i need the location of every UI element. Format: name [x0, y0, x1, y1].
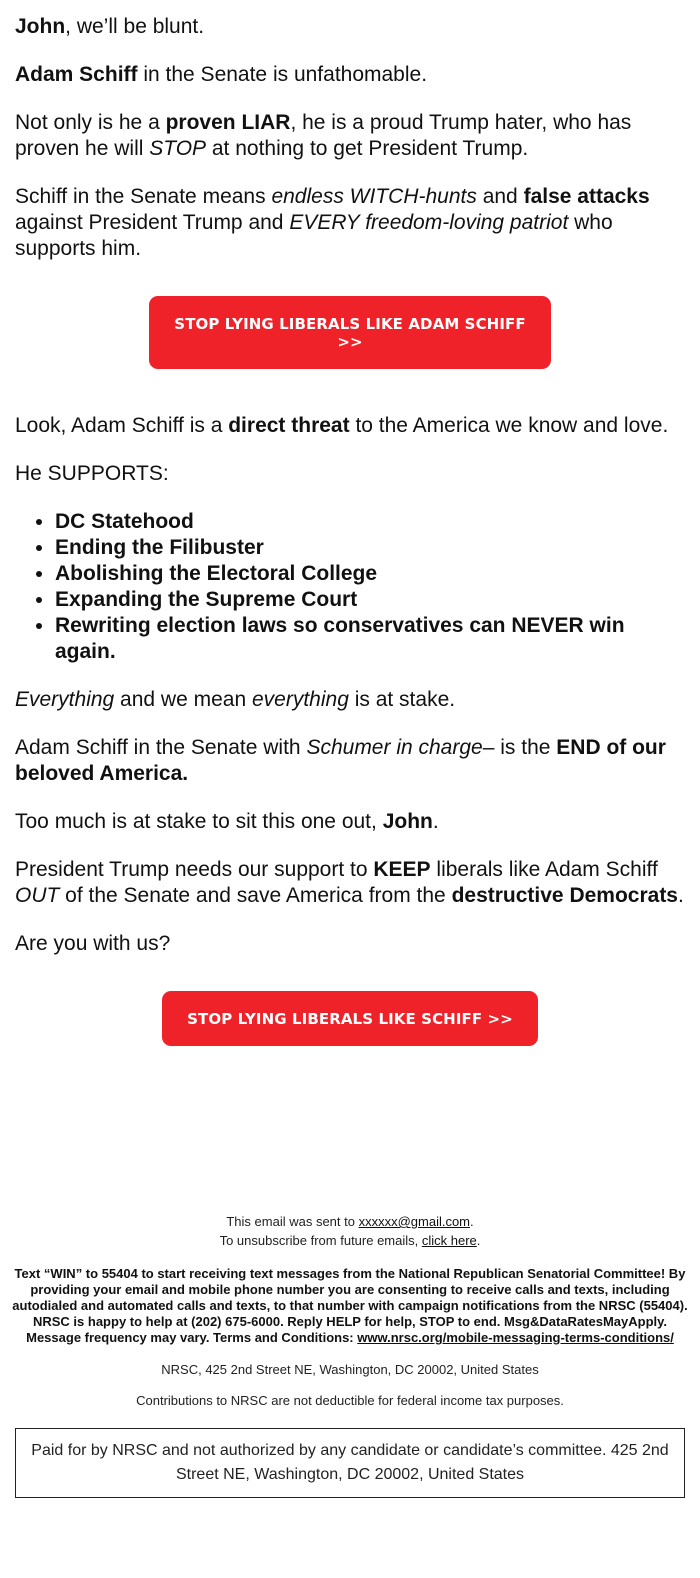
- sent-to-line: This email was sent to xxxxxx@gmail.com.: [226, 1214, 474, 1229]
- schumer-paragraph: Adam Schiff in the Senate with Schumer in charge– is the END of our beloved America.: [15, 736, 666, 785]
- sms-terms: Text “WIN” to 55404 to start receiving text messages from the National Republican Senatorial Committee! By providing your email and mobile phone number you are consenting to receive calls and texts, including autodialed and automated calls and texts, to that number with campaign notifications from the NRSC (55404). NRSC is happy to help at (202) 675-6000. Reply HELP for help, STOP to end. Msg&DataRatesMayApply. Message frequency may vary. Terms and Conditions: www.nrsc.org/mobile-messaging-terms-conditions/: [12, 1266, 688, 1345]
- question-paragraph: Are you with us?: [15, 932, 171, 955]
- stop-liberals-button[interactable]: STOP LYING LIBERALS LIKE ADAM SCHIFF >>: [149, 296, 551, 369]
- liar-paragraph: Not only is he a proven LIAR, he is a proud Trump hater, who has proven he will STOP at nothing to get President Trump.: [15, 111, 632, 160]
- supports-heading: He SUPPORTS:: [15, 462, 169, 485]
- recipient-email-link[interactable]: xxxxxx@gmail.com: [358, 1214, 471, 1229]
- list-item: • Abolishing the Electoral College: [55, 561, 685, 587]
- recipient-name: John: [15, 15, 66, 38]
- cta-row-2: [15, 991, 685, 1046]
- paid-for-disclaimer: Paid for by NRSC and not authorized by any candidate or candidate’s committee. 425 2nd Street NE, Washington, DC 20002, United States: [15, 1428, 685, 1498]
- mailing-address: NRSC, 425 2nd Street NE, Washington, DC 20002, United States: [161, 1362, 539, 1377]
- stake-paragraph: Too much is at stake to sit this one out, John.: [15, 810, 439, 833]
- list-item: • Ending the Filibuster: [55, 535, 685, 561]
- email-body: [0, 14, 700, 1046]
- everything-paragraph: Everything and we mean everything is at stake.: [15, 688, 456, 711]
- support-paragraph: President Trump needs our support to KEEP liberals like Adam Schiff OUT of the Senate and save America from the destructive Democrats.: [15, 858, 684, 907]
- list-item: • DC Statehood: [55, 509, 685, 535]
- intro-paragraph: Adam Schiff in the Senate is unfathomable.: [15, 63, 428, 86]
- terms-link[interactable]: www.nrsc.org/mobile-messaging-terms-conditions/: [357, 1330, 674, 1345]
- greeting-paragraph: John, we’ll be blunt.: [15, 15, 205, 38]
- stop-schiff-button[interactable]: STOP LYING LIBERALS LIKE SCHIFF >>: [162, 991, 538, 1046]
- list-item: • Rewriting election laws so conservatives can NEVER win again.: [55, 613, 685, 665]
- unsubscribe-link[interactable]: click here: [421, 1233, 477, 1248]
- list-item: • Expanding the Supreme Court: [55, 587, 685, 613]
- tax-disclaimer: Contributions to NRSC are not deductible for federal income tax purposes.: [136, 1393, 564, 1408]
- witch-hunt-paragraph: Schiff in the Senate means endless WITCH-hunts and false attacks against President Trump and EVERY freedom-loving patriot who supports him.: [15, 185, 650, 260]
- cta-row-1: [15, 296, 685, 369]
- email-footer: [0, 1212, 700, 1498]
- unsubscribe-line: To unsubscribe from future emails, click here.: [219, 1233, 481, 1248]
- threat-paragraph: Look, Adam Schiff is a direct threat to the America we know and love.: [15, 414, 669, 437]
- supports-list: [15, 509, 685, 665]
